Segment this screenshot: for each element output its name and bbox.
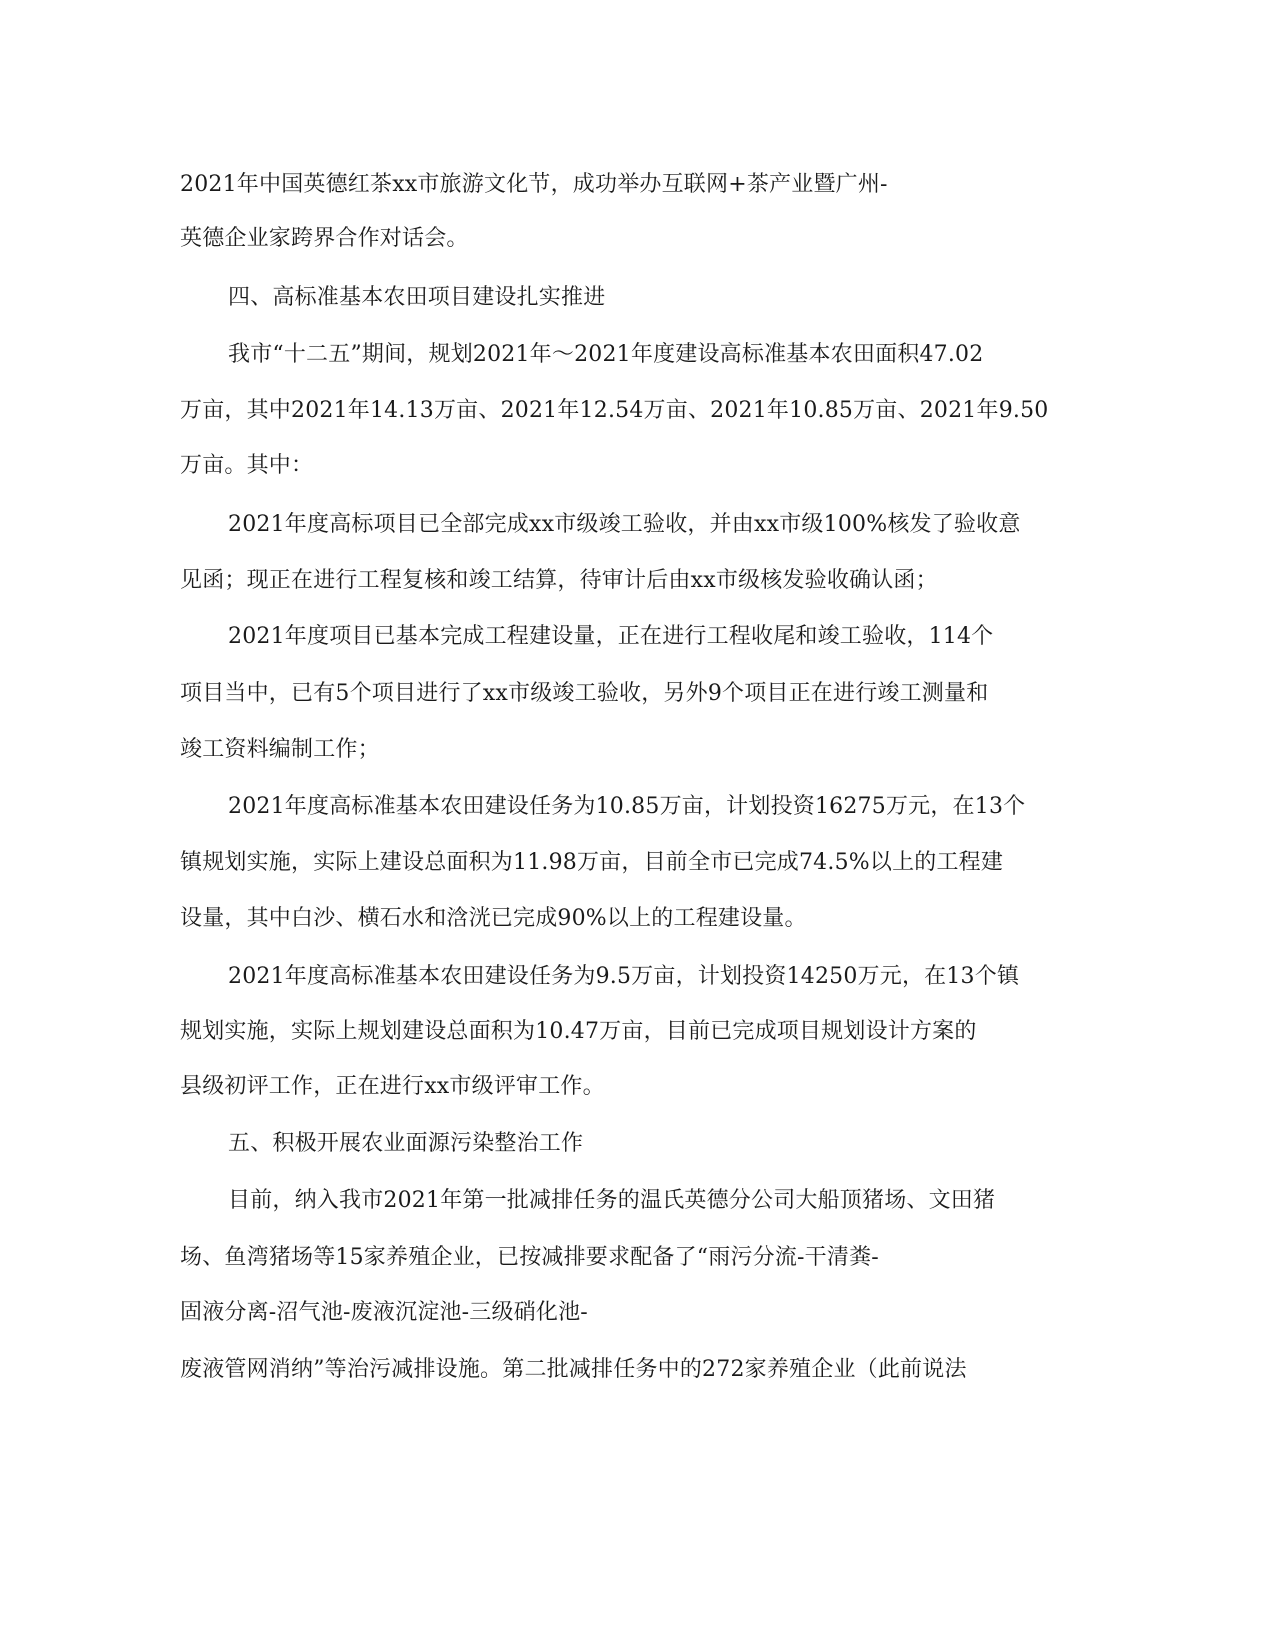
paragraph-line: 2021年度高标准基本农田建设任务为9.5万亩，计划投资14250万元，在13个镇 [228,964,1020,989]
paragraph-line: 县级初评工作，正在进行xx市级评审工作。 [180,1074,605,1099]
paragraph-line: 规划实施，实际上规划建设总面积为10.47万亩，目前已完成项目规划设计方案的 [180,1019,977,1044]
section-heading: 五、积极开展农业面源污染整治工作 [228,1131,584,1156]
paragraph-line: 我市“十二五”期间，规划2021年～2021年度建设高标准基本农田面积47.02 [228,342,984,367]
paragraph-line: 2021年度项目已基本完成工程建设量，正在进行工程收尾和竣工验收，114个 [228,624,994,649]
paragraph-line: 场、鱼湾猪场等15家养殖企业，已按减排要求配备了“雨污分流-干清粪- [180,1245,879,1270]
paragraph-line: 目前，纳入我市2021年第一批减排任务的温氏英德分公司大船顶猪场、文田猪 [228,1188,996,1213]
paragraph-line: 废液管网消纳”等治污减排设施。第二批减排任务中的272家养殖企业（此前说法 [180,1357,967,1382]
paragraph-line: 固液分离-沼气池-废液沉淀池-三级硝化池- [180,1300,588,1325]
paragraph-line: 见函；现正在进行工程复核和竣工结算，待审计后由xx市级核发验收确认函； [180,568,938,593]
paragraph-line: 2021年中国英德红茶xx市旅游文化节，成功举办互联网+茶产业暨广州- [180,172,888,197]
paragraph-line: 设量，其中白沙、横石水和浛洸已完成90%以上的工程建设量。 [180,906,807,931]
paragraph-line: 竣工资料编制工作； [180,737,380,762]
paragraph-line: 万亩。其中： [180,453,314,478]
paragraph-line: 镇规划实施，实际上建设总面积为11.98万亩，目前全市已完成74.5%以上的工程建 [180,850,1004,875]
paragraph-line: 2021年度高标项目已全部完成xx市级竣工验收，并由xx市级100%核发了验收意 [228,512,1021,537]
paragraph-line: 2021年度高标准基本农田建设任务为10.85万亩，计划投资16275万元，在13个 [228,794,1026,819]
paragraph-line: 项目当中，已有5个项目进行了xx市级竣工验收，另外9个项目正在进行竣工测量和 [180,681,989,706]
paragraph-line: 万亩，其中2021年14.13万亩、2021年12.54万亩、2021年10.85万亩、2021年9.50 [180,398,1049,423]
section-heading: 四、高标准基本农田项目建设扎实推进 [228,285,606,310]
paragraph-line: 英德企业家跨界合作对话会。 [180,226,469,251]
